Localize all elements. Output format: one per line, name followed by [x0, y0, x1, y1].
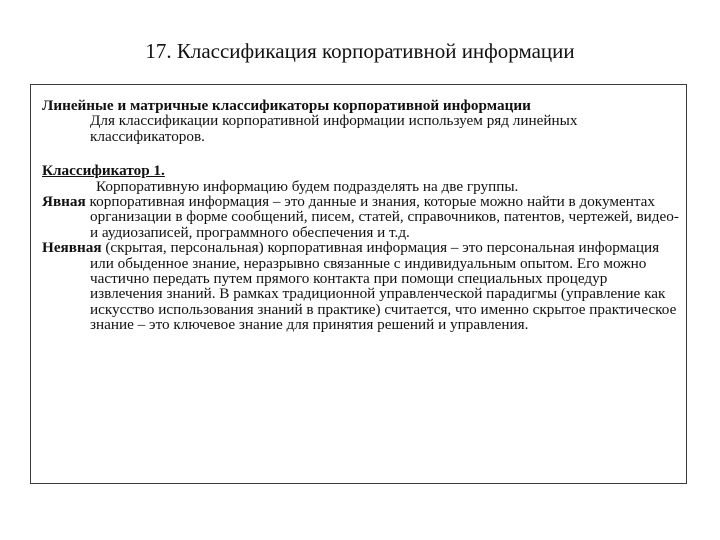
implicit-term: Неявная: [42, 239, 102, 257]
section-text: Для классификации корпоративной информации используем ряд линейных классификаторов.: [90, 112, 578, 145]
slide-title: 17. Классификация корпоративной информации: [145, 39, 575, 63]
implicit-definition: [42, 240, 682, 332]
classifier-lead: Корпоративную информацию будем подразделять на две группы.: [96, 177, 519, 195]
classifier-title: Классификатор 1.: [42, 162, 165, 180]
explicit-term: Явная: [42, 193, 86, 211]
content-body: [42, 98, 682, 333]
explicit-text: корпоративная информация – это данные и знания, которые можно найти в документах организации в форме сообщений, писем, статей, справочников, патентов, чертежей, видео- и аудиозаписей, программного обеспечения и т.д.: [89, 193, 679, 241]
section-heading: Линейные и матричные классификаторы корпоративной информации: [42, 97, 531, 114]
implicit-text: (скрытая, персональная) корпоративная информация – это персональная информация или обыденное знание, неразрывно связанные с индивидуальным опытом. Его можно частично передать путем прямого контакта при помощи специальных процедур извлечения знаний. В рамках традиционной управленческой парадигмы (управление как искусство использования знаний в практике) считается, что именно скрытое практическое знание – это ключевое знание для принятия решений и управления.: [90, 239, 677, 334]
explicit-definition: [42, 194, 682, 240]
